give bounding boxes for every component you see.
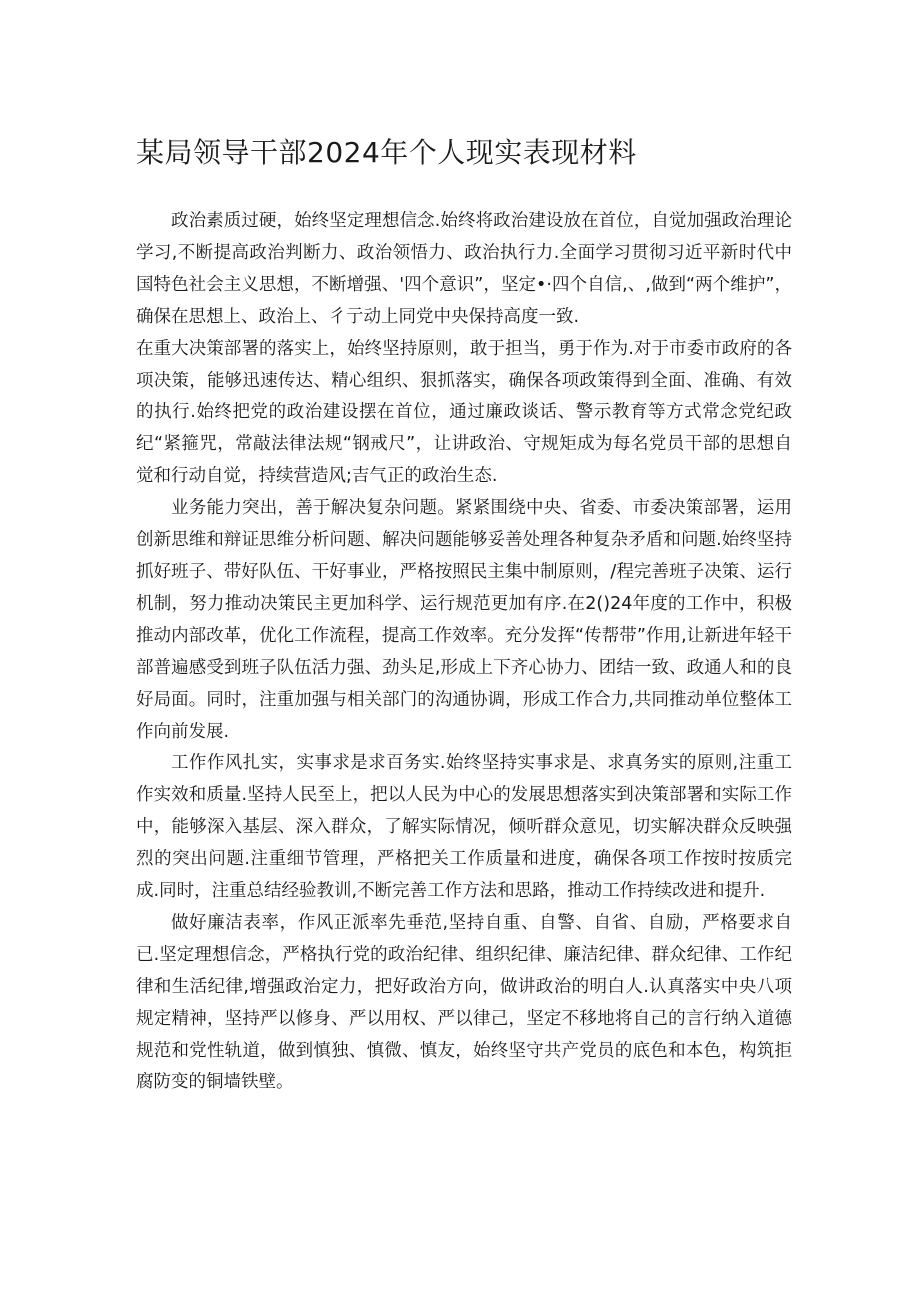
paragraph-political-quality: 政治素质过硬，始终坚定理想信念.始终将政治建设放在首位，自觉加强政治理论学习,不断提高政治判断力、政治领悟力、政治执行力.全面学习贯彻习近平新时代中国特色社会主义思想，不断增强、'四个意识”，坚定•·四个自信,、,做到“两个维护”，确保在思想上、政治上、彳亍动上同党中央保持高度一致.	[136, 211, 792, 327]
paragraph-work-style: 工作作风扎实，实事求是求百务实.始终坚持实事求是、求真务实的原则,注重工作实效和质量.坚持人民至上，把以人民为中心的发展思想落实到决策部署和实际工作中，能够深入基层、深入群众，了解实际情况，倾听群众意见，切实解决群众反映强烈的突出问题.注重细节管理，严格把关工作质量和进度，确保各项工作按时按质完成.同时，注重总结经验教训,不断完善工作方法和思路，推动工作持续改进和提升.	[136, 753, 792, 902]
document-title: 某局领导干部2024年个人现实表现材料	[136, 136, 637, 169]
document-body	[136, 206, 792, 1099]
paragraph-decision-implementation: 在重大决策部署的落实上，始终坚持原则，敢于担当，勇于作为.对于市委市政府的各项决策，能够迅速传达、精心组织、狠抓落实，确保各项政策得到全面、准确、有效的执行.始终把党的政治建设摆在首位，通过廉政谈话、警示教育等方式常念党纪政纪“紧箍咒，常敲法律法规“钢戒尺”，让讲政治、守规矩成为每名党员干部的思想自觉和行动自觉，持续营造风;吉气正的政治生态.	[136, 338, 792, 487]
paragraph-integrity: 做好廉洁表率，作风正派率先垂范,坚持自重、自警、自省、自励，严格要求自已.坚定理想信念，严格执行党的政治纪律、组织纪律、廉洁纪律、群众纪律、工作纪律和生活纪律,增强政治定力，把好政治方向，做讲政治的明白人.认真落实中央八项规定精神，坚持严以修身、严以用权、严以律己，坚定不移地将自己的言行纳入道德规范和党性轨道，做到慎独、慎微、慎友，始终坚守共产党员的底色和本色，构筑拒腐防变的铜墙铁壁。	[136, 912, 792, 1093]
paragraph-business-ability: 业务能力突出，善于解决复杂问题。紧紧围绕中央、省委、市委决策部署，运用创新思维和辩证思维分析问题、解决问题能够妥善处理各种复杂矛盾和问题.始终坚持抓好班子、带好队伍、干好事业，严格按照民主集中制原则，/程完善班子决策、运行机制，努力推动决策民主更加科学、运行规范更加有序.在2()24年度的工作中，积极推动内部改革，优化工作流程，提高工作效率。充分发挥“传帮带”作用,让新进年轻干部普遍感受到班子队伍活力强、劲头足,形成上下齐心协力、团结一致、政通人和的良好局面。同时，注重加强与相关部门的沟通协调，形成工作合力,共同推动单位整体工作向前发展.	[136, 498, 792, 742]
